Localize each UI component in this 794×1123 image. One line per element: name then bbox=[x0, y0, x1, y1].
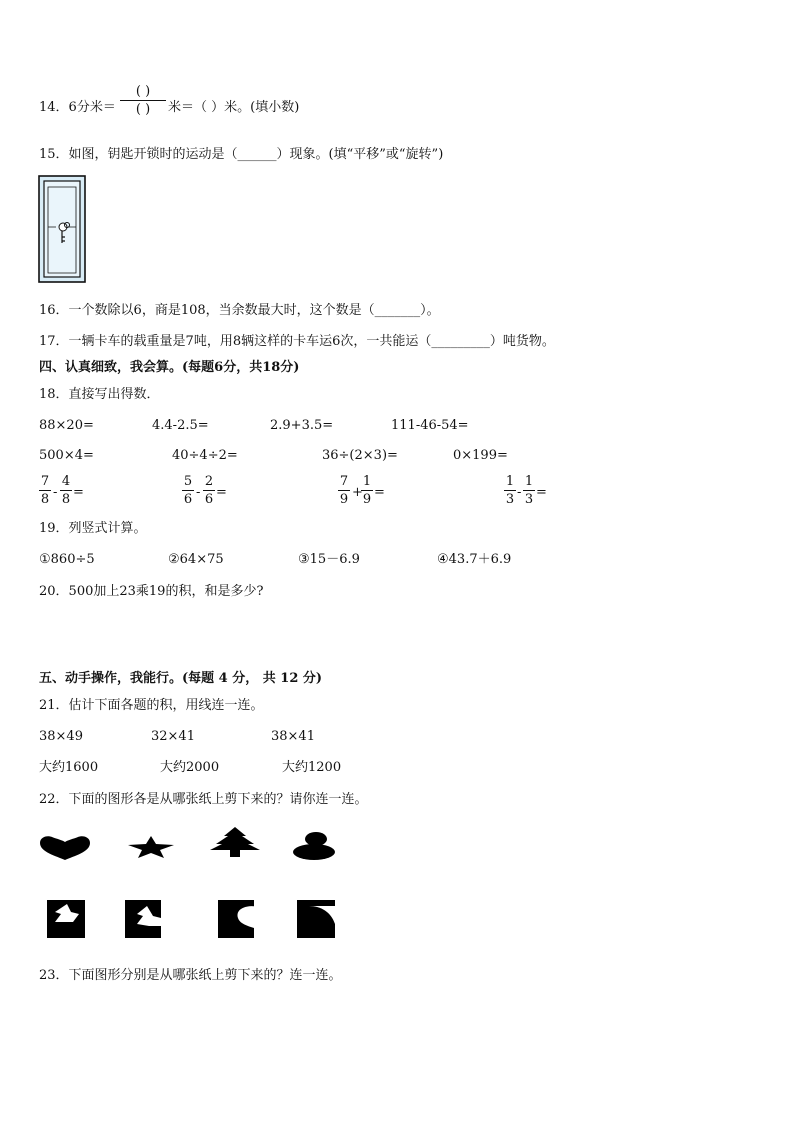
q18-f1-b-den: 8 bbox=[61, 492, 71, 507]
q18-f2-b-num: 2 bbox=[204, 474, 214, 489]
q18-f1-op: - bbox=[53, 485, 58, 500]
q18-r1-c3: 2.9+3.5= bbox=[270, 418, 334, 433]
q18-f1-a bbox=[39, 475, 51, 506]
q21-estimate-3: 大约1200 bbox=[282, 760, 342, 775]
paper-round-icon bbox=[218, 900, 254, 938]
q19-item-3: ③15－6.9 bbox=[298, 552, 360, 567]
q18-f2-a-den: 6 bbox=[183, 492, 193, 507]
q15-text: 15．如图，钥匙开锁时的运动是（______）现象。(填“平移”或“旋转”) bbox=[39, 147, 444, 162]
q18-f1-b bbox=[60, 475, 72, 506]
star-icon bbox=[126, 835, 176, 859]
q18-f3-b bbox=[361, 475, 373, 506]
q14-fraction bbox=[120, 85, 166, 116]
q18-r1-c4: 111-46-54= bbox=[391, 418, 469, 433]
q14-prefix: 14．6分米＝ bbox=[39, 100, 116, 115]
q18-f4-a bbox=[504, 475, 516, 506]
q19-item-1: ①860÷5 bbox=[39, 552, 95, 567]
q18-f3-b-den: 9 bbox=[362, 492, 372, 507]
paper-curve-icon bbox=[297, 900, 335, 938]
q18-f3-eq: = bbox=[374, 485, 385, 500]
section4-title: 四、认真细致，我会算。(每题6分，共18分) bbox=[39, 360, 300, 375]
q18-f1-b-num: 4 bbox=[61, 474, 71, 489]
q18-title: 18．直接写出得数． bbox=[39, 387, 160, 402]
paper-step-icon bbox=[125, 900, 161, 938]
q17-text: 17．一辆卡车的载重量是7吨，用8辆这样的卡车运6次，一共能运（_________）吨货物。 bbox=[39, 334, 555, 349]
q19-item-4: ④43.7＋6.9 bbox=[437, 552, 512, 567]
q18-f2-eq: = bbox=[216, 485, 227, 500]
door-with-key-icon bbox=[38, 175, 86, 283]
q18-f3-a-den: 9 bbox=[339, 492, 349, 507]
q16-text: 16．一个数除以6，商是108，当余数最大时，这个数是（_______）。 bbox=[39, 303, 440, 318]
q18-f3-op: + bbox=[352, 485, 363, 500]
q21-estimate-2: 大约2000 bbox=[160, 760, 220, 775]
q18-r2-c2: 40÷4÷2= bbox=[172, 448, 238, 463]
q23-text: 23．下面图形分别是从哪张纸上剪下来的？连一连。 bbox=[39, 968, 342, 983]
q20-text: 20．500加上23乘19的积，和是多少? bbox=[39, 584, 264, 599]
q18-f2-op: - bbox=[196, 485, 201, 500]
q18-f4-b-den: 3 bbox=[524, 492, 534, 507]
q18-f2-a bbox=[182, 475, 194, 506]
q18-f3-a bbox=[338, 475, 350, 506]
q21-estimate-1: 大约1600 bbox=[39, 760, 99, 775]
snowman-icon bbox=[292, 831, 338, 861]
q18-f4-a-den: 3 bbox=[505, 492, 515, 507]
q18-r2-c1: 500×4= bbox=[39, 448, 94, 463]
q18-f2-a-num: 5 bbox=[183, 474, 193, 489]
q18-f4-op: - bbox=[517, 485, 522, 500]
q14-fraction-denominator: ( ) bbox=[135, 102, 151, 117]
q18-f4-a-num: 1 bbox=[505, 474, 515, 489]
q18-f4-b-num: 1 bbox=[524, 474, 534, 489]
q21-title: 21．估计下面各题的积，用线连一连。 bbox=[39, 698, 264, 713]
q21-product-3: 38×41 bbox=[271, 729, 315, 744]
tree-arrow-icon bbox=[208, 826, 262, 858]
q18-f4-eq: = bbox=[536, 485, 547, 500]
section5-title: 五、动手操作，我能行。(每题 4 分， 共 12 分) bbox=[39, 671, 323, 686]
q18-f2-b bbox=[203, 475, 215, 506]
q21-product-2: 32×41 bbox=[151, 729, 195, 744]
q18-f2-b-den: 6 bbox=[204, 492, 214, 507]
q14-fraction-numerator: ( ) bbox=[120, 85, 166, 101]
q18-f1-eq: = bbox=[73, 485, 84, 500]
q19-title: 19．列竖式计算。 bbox=[39, 521, 147, 536]
q18-f1-a-den: 8 bbox=[40, 492, 50, 507]
heart-icon bbox=[38, 834, 92, 862]
q19-item-2: ②64×75 bbox=[168, 552, 224, 567]
q21-product-1: 38×49 bbox=[39, 729, 83, 744]
q18-r2-c4: 0×199= bbox=[453, 448, 508, 463]
q18-r1-c1: 88×20= bbox=[39, 418, 94, 433]
q18-r2-c3: 36÷(2×3)= bbox=[322, 448, 398, 463]
paper-zigzag-icon bbox=[47, 900, 85, 938]
q18-r1-c2: 4.4-2.5= bbox=[152, 418, 209, 433]
q22-title: 22．下面的图形各是从哪张纸上剪下来的？请你连一连。 bbox=[39, 792, 368, 807]
q14-suffix: 米＝（ ）米。(填小数) bbox=[168, 100, 300, 115]
q18-f3-a-num: 7 bbox=[339, 474, 349, 489]
q18-f3-b-num: 1 bbox=[362, 474, 372, 489]
q18-f1-a-num: 7 bbox=[40, 474, 50, 489]
q18-f4-b bbox=[523, 475, 535, 506]
